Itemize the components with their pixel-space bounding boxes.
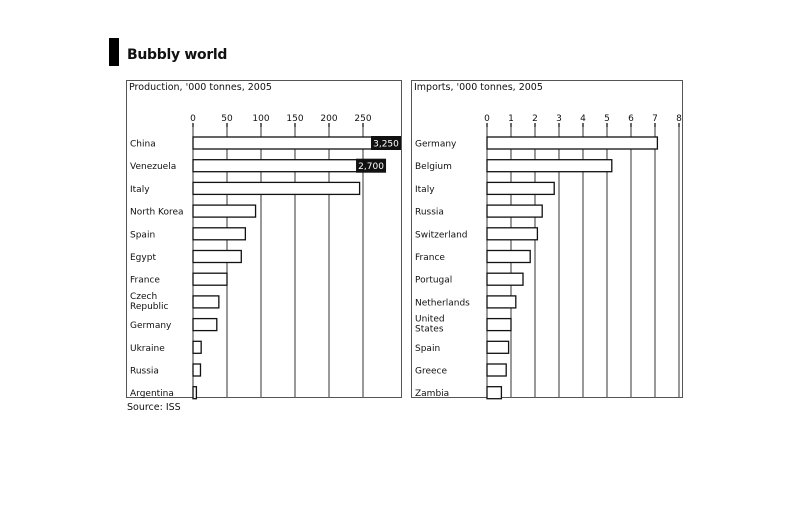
production-tick-label: 150 <box>286 114 304 124</box>
imports-tick-label: 8 <box>676 114 682 124</box>
title-accent-bar <box>109 38 119 66</box>
imports-tick-label: 3 <box>556 114 562 124</box>
production-bar <box>193 364 200 376</box>
imports-category-label: Zambia <box>415 389 450 400</box>
production-chart <box>127 81 403 399</box>
imports-category-label: Switzerland <box>415 230 468 241</box>
production-bar <box>193 273 227 285</box>
source-note: Source: ISS <box>127 402 181 413</box>
production-category-label: North Korea <box>130 207 184 218</box>
production-tick-label: 100 <box>252 114 270 124</box>
imports-bar <box>487 364 506 376</box>
production-data-label: 3,250 <box>373 139 399 150</box>
imports-tick-label: 6 <box>628 114 634 124</box>
imports-tick-label: 2 <box>532 114 538 124</box>
imports-category-label: Germany <box>415 139 457 150</box>
production-category-label: Argentina <box>130 389 174 400</box>
production-bar <box>193 137 397 149</box>
imports-bar <box>487 160 612 172</box>
imports-tick-label: 7 <box>652 114 658 124</box>
production-category-label: France <box>130 275 160 286</box>
production-category-label: Czech Republic <box>130 291 169 312</box>
production-tick-label: 250 <box>354 114 372 124</box>
imports-tick-label: 4 <box>580 114 586 124</box>
imports-tick-label: 0 <box>484 114 490 124</box>
page-title: Bubbly world <box>127 47 228 63</box>
imports-bar <box>487 273 523 285</box>
imports-chart-title: Imports, '000 tonnes, 2005 <box>414 82 543 93</box>
production-category-label: Ukraine <box>130 343 165 354</box>
imports-bar <box>487 296 516 308</box>
production-tick-label: 50 <box>221 114 233 124</box>
production-bar <box>193 205 256 217</box>
production-category-label: China <box>130 139 156 150</box>
imports-category-label: Netherlands <box>415 298 470 309</box>
imports-chart <box>412 81 684 399</box>
production-category-label: Russia <box>130 366 159 377</box>
imports-bar <box>487 137 657 149</box>
production-chart-title: Production, '000 tonnes, 2005 <box>129 82 272 93</box>
production-data-label: 2,700 <box>358 162 384 173</box>
imports-category-label: Italy <box>415 184 435 195</box>
imports-bar <box>487 251 530 263</box>
imports-bar <box>487 205 542 217</box>
imports-tick-label: 1 <box>508 114 514 124</box>
imports-category-label: Portugal <box>415 275 453 286</box>
imports-panel <box>411 80 683 398</box>
production-category-label: Egypt <box>130 253 156 263</box>
production-bar <box>193 251 241 263</box>
production-panel <box>126 80 402 398</box>
production-tick-label: 200 <box>320 114 338 124</box>
imports-tick-label: 5 <box>604 114 610 124</box>
production-category-label: Italy <box>130 184 150 195</box>
production-bar <box>193 319 217 331</box>
production-category-label: Spain <box>130 230 156 241</box>
imports-category-label: Greece <box>415 366 448 377</box>
production-tick-label: 0 <box>190 114 196 124</box>
imports-category-label: United States <box>415 314 445 335</box>
production-bar <box>193 228 245 240</box>
production-bar <box>193 387 196 399</box>
imports-bar <box>487 341 509 353</box>
imports-bar <box>487 182 554 194</box>
imports-category-label: Belgium <box>415 162 452 173</box>
imports-bar <box>487 387 501 399</box>
imports-category-label: Spain <box>415 343 441 354</box>
imports-bar <box>487 319 511 331</box>
imports-bar <box>487 228 537 240</box>
imports-category-label: France <box>415 253 445 263</box>
production-category-label: Venezuela <box>130 162 177 173</box>
imports-category-label: Russia <box>415 207 444 218</box>
production-bar <box>193 296 219 308</box>
production-bar <box>193 341 201 353</box>
production-bar <box>193 182 360 194</box>
production-category-label: Germany <box>130 321 172 332</box>
production-bar <box>193 160 382 172</box>
